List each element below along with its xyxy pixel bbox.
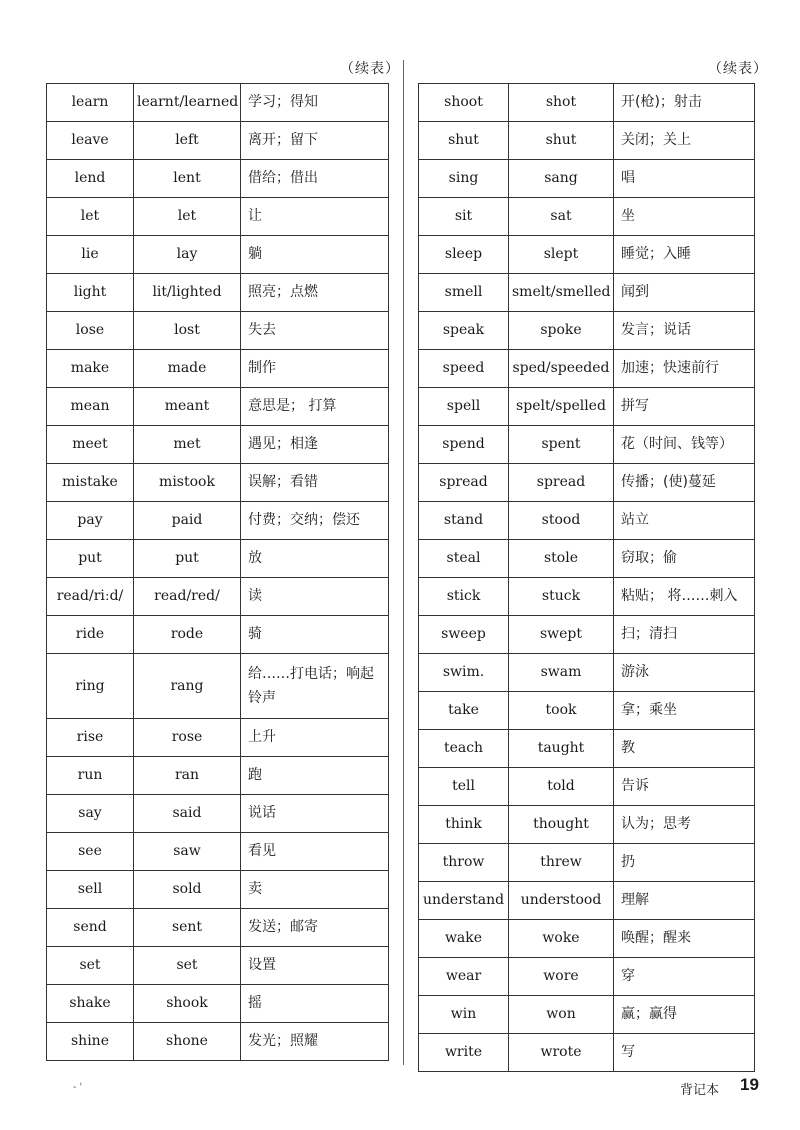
verb-base-cell: wear [419, 958, 509, 996]
verb-meaning-cell: 扫；清扫 [614, 616, 755, 654]
table-row [47, 274, 389, 312]
verb-past-cell: made [134, 350, 241, 388]
verb-base-cell: lose [47, 312, 134, 350]
verb-table-right [418, 83, 755, 1072]
verb-past-cell: learnt/learned [134, 84, 241, 122]
verb-base-cell: win [419, 996, 509, 1034]
table-row [419, 844, 755, 882]
verb-base-cell: mistake [47, 464, 134, 502]
verb-base-cell: make [47, 350, 134, 388]
verb-meaning-cell: 设置 [241, 947, 389, 985]
verb-meaning-cell: 付费；交纳；偿还 [241, 502, 389, 540]
verb-past-cell: wore [509, 958, 614, 996]
verb-base-cell: lend [47, 160, 134, 198]
verb-meaning-cell: 教 [614, 730, 755, 768]
verb-past-cell: taught [509, 730, 614, 768]
table-row [419, 122, 755, 160]
table-row [419, 654, 755, 692]
verb-meaning-cell: 游泳 [614, 654, 755, 692]
verb-past-cell: shut [509, 122, 614, 160]
verb-base-cell: spell [419, 388, 509, 426]
verb-past-cell: lay [134, 236, 241, 274]
table-row [47, 795, 389, 833]
table-row [47, 1023, 389, 1061]
page-number: 19 [740, 1075, 759, 1094]
verb-past-cell: left [134, 122, 241, 160]
verb-base-cell: rise [47, 719, 134, 757]
table-row [47, 198, 389, 236]
table-row [419, 882, 755, 920]
verb-base-cell: let [47, 198, 134, 236]
verb-past-cell: stood [509, 502, 614, 540]
verb-base-cell: sell [47, 871, 134, 909]
verb-meaning-cell: 唱 [614, 160, 755, 198]
table-row [419, 236, 755, 274]
table-row [419, 996, 755, 1034]
verb-meaning-cell: 窃取；偷 [614, 540, 755, 578]
verb-past-cell: spread [509, 464, 614, 502]
verb-past-cell: spelt/spelled [509, 388, 614, 426]
verb-meaning-cell: 放 [241, 540, 389, 578]
verb-meaning-cell: 给……打电话；响起铃声 [241, 654, 389, 719]
verb-base-cell: throw [419, 844, 509, 882]
verb-meaning-cell: 睡觉；入睡 [614, 236, 755, 274]
verb-meaning-cell: 站立 [614, 502, 755, 540]
verb-meaning-cell: 遇见；相逢 [241, 426, 389, 464]
verb-past-cell: swam [509, 654, 614, 692]
verb-base-cell: write [419, 1034, 509, 1072]
verb-past-cell: woke [509, 920, 614, 958]
table-row [47, 350, 389, 388]
column-divider [403, 60, 404, 1065]
verb-past-cell: saw [134, 833, 241, 871]
verb-base-cell: run [47, 757, 134, 795]
table-row [419, 426, 755, 464]
verb-base-cell: spend [419, 426, 509, 464]
table-row [47, 84, 389, 122]
verb-meaning-cell: 传播；(使)蔓延 [614, 464, 755, 502]
table-row [419, 958, 755, 996]
verb-meaning-cell: 借给；借出 [241, 160, 389, 198]
verb-meaning-cell: 说话 [241, 795, 389, 833]
table-row [47, 654, 389, 719]
verb-past-cell: sold [134, 871, 241, 909]
verb-past-cell: mistook [134, 464, 241, 502]
verb-past-cell: stole [509, 540, 614, 578]
verb-base-cell: sweep [419, 616, 509, 654]
table-row [419, 198, 755, 236]
verb-meaning-cell: 发送；邮寄 [241, 909, 389, 947]
verb-meaning-cell: 理解 [614, 882, 755, 920]
verb-past-cell: told [509, 768, 614, 806]
verb-base-cell: swim. [419, 654, 509, 692]
verb-meaning-cell: 失去 [241, 312, 389, 350]
verb-meaning-cell: 摇 [241, 985, 389, 1023]
verb-base-cell: pay [47, 502, 134, 540]
table-row [419, 692, 755, 730]
verb-meaning-cell: 上升 [241, 719, 389, 757]
verb-meaning-cell: 粘贴； 将……刺入 [614, 578, 755, 616]
verb-past-cell: rang [134, 654, 241, 719]
verb-past-cell: set [134, 947, 241, 985]
verb-base-cell: lie [47, 236, 134, 274]
verb-past-cell: sat [509, 198, 614, 236]
verb-meaning-cell: 照亮；点燃 [241, 274, 389, 312]
verb-past-cell: lit/lighted [134, 274, 241, 312]
verb-meaning-cell: 关闭；关上 [614, 122, 755, 160]
verb-base-cell: understand [419, 882, 509, 920]
verb-base-cell: teach [419, 730, 509, 768]
verb-meaning-cell: 扔 [614, 844, 755, 882]
verb-meaning-cell: 制作 [241, 350, 389, 388]
verb-past-cell: rode [134, 616, 241, 654]
verb-base-cell: learn [47, 84, 134, 122]
verb-base-cell: set [47, 947, 134, 985]
verb-meaning-cell: 加速；快速前行 [614, 350, 755, 388]
table-row [419, 502, 755, 540]
table-row [419, 806, 755, 844]
verb-past-cell: smelt/smelled [509, 274, 614, 312]
verb-base-cell: mean [47, 388, 134, 426]
verb-past-cell: put [134, 540, 241, 578]
verb-past-cell: threw [509, 844, 614, 882]
verb-past-cell: shook [134, 985, 241, 1023]
table-row [47, 464, 389, 502]
verb-meaning-cell: 卖 [241, 871, 389, 909]
verb-past-cell: met [134, 426, 241, 464]
verb-base-cell: meet [47, 426, 134, 464]
verb-base-cell: shake [47, 985, 134, 1023]
table-row [47, 909, 389, 947]
verb-base-cell: shoot [419, 84, 509, 122]
verb-base-cell: take [419, 692, 509, 730]
table-row [47, 160, 389, 198]
verb-meaning-cell: 开(枪)；射击 [614, 84, 755, 122]
verb-base-cell: speak [419, 312, 509, 350]
verb-meaning-cell: 误解；看错 [241, 464, 389, 502]
verb-meaning-cell: 看见 [241, 833, 389, 871]
verb-base-cell: spread [419, 464, 509, 502]
verb-meaning-cell: 离开；留下 [241, 122, 389, 160]
verb-past-cell: rose [134, 719, 241, 757]
verb-past-cell: meant [134, 388, 241, 426]
verb-base-cell: send [47, 909, 134, 947]
verb-meaning-cell: 躺 [241, 236, 389, 274]
verb-meaning-cell: 唤醒；醒来 [614, 920, 755, 958]
continued-label-right: （续表） [708, 61, 768, 77]
verb-base-cell: sit [419, 198, 509, 236]
verb-base-cell: stick [419, 578, 509, 616]
verb-meaning-cell: 穿 [614, 958, 755, 996]
verb-base-cell: speed [419, 350, 509, 388]
verb-meaning-cell: 花（时间、钱等） [614, 426, 755, 464]
table-row [419, 578, 755, 616]
verb-meaning-cell: 跑 [241, 757, 389, 795]
verb-past-cell: thought [509, 806, 614, 844]
table-row [47, 426, 389, 464]
verb-table-left [46, 83, 389, 1061]
verb-past-cell: spoke [509, 312, 614, 350]
verb-past-cell: let [134, 198, 241, 236]
verb-past-cell: sped/speeded [509, 350, 614, 388]
table-row [47, 757, 389, 795]
verb-past-cell: said [134, 795, 241, 833]
verb-base-cell: sleep [419, 236, 509, 274]
verb-past-cell: lent [134, 160, 241, 198]
verb-meaning-cell: 坐 [614, 198, 755, 236]
verb-meaning-cell: 闻到 [614, 274, 755, 312]
table-row [47, 236, 389, 274]
table-row [419, 920, 755, 958]
verb-past-cell: sang [509, 160, 614, 198]
verb-base-cell: put [47, 540, 134, 578]
verb-meaning-cell: 让 [241, 198, 389, 236]
verb-meaning-cell: 拼写 [614, 388, 755, 426]
verb-base-cell: think [419, 806, 509, 844]
table-row [47, 985, 389, 1023]
continued-label-left: （续表） [340, 61, 400, 77]
verb-past-cell: paid [134, 502, 241, 540]
verb-base-cell: leave [47, 122, 134, 160]
verb-past-cell: sent [134, 909, 241, 947]
table-row [47, 578, 389, 616]
verb-meaning-cell: 骑 [241, 616, 389, 654]
table-row [419, 730, 755, 768]
verb-past-cell: read/red/ [134, 578, 241, 616]
verb-meaning-cell: 赢；赢得 [614, 996, 755, 1034]
verb-meaning-cell: 读 [241, 578, 389, 616]
footer-mark: - ' [73, 1082, 83, 1093]
verb-base-cell: wake [419, 920, 509, 958]
verb-past-cell: shot [509, 84, 614, 122]
verb-base-cell: ride [47, 616, 134, 654]
verb-base-cell: read/riːd/ [47, 578, 134, 616]
verb-past-cell: won [509, 996, 614, 1034]
table-row [419, 274, 755, 312]
verb-base-cell: stand [419, 502, 509, 540]
verb-meaning-cell: 学习；得知 [241, 84, 389, 122]
table-row [419, 768, 755, 806]
verb-past-cell: ran [134, 757, 241, 795]
verb-meaning-cell: 意思是； 打算 [241, 388, 389, 426]
table-row [419, 350, 755, 388]
table-row [419, 84, 755, 122]
verb-past-cell: took [509, 692, 614, 730]
verb-meaning-cell: 告诉 [614, 768, 755, 806]
verb-base-cell: ring [47, 654, 134, 719]
footer-label: 背记本 [680, 1083, 720, 1098]
table-row [419, 1034, 755, 1072]
table-row [47, 833, 389, 871]
table-row [47, 871, 389, 909]
verb-meaning-cell: 写 [614, 1034, 755, 1072]
verb-base-cell: shine [47, 1023, 134, 1061]
table-row [47, 502, 389, 540]
table-row [419, 160, 755, 198]
verb-past-cell: stuck [509, 578, 614, 616]
verb-base-cell: say [47, 795, 134, 833]
verb-past-cell: lost [134, 312, 241, 350]
table-row [47, 312, 389, 350]
verb-base-cell: see [47, 833, 134, 871]
table-row [419, 464, 755, 502]
verb-meaning-cell: 认为；思考 [614, 806, 755, 844]
verb-past-cell: slept [509, 236, 614, 274]
verb-meaning-cell: 发光；照耀 [241, 1023, 389, 1061]
table-row [47, 540, 389, 578]
verb-past-cell: understood [509, 882, 614, 920]
verb-past-cell: spent [509, 426, 614, 464]
table-row [47, 616, 389, 654]
verb-base-cell: sing [419, 160, 509, 198]
table-row [419, 388, 755, 426]
verb-base-cell: tell [419, 768, 509, 806]
table-row [47, 122, 389, 160]
table-row [419, 312, 755, 350]
verb-base-cell: smell [419, 274, 509, 312]
verb-past-cell: swept [509, 616, 614, 654]
verb-base-cell: shut [419, 122, 509, 160]
verb-past-cell: wrote [509, 1034, 614, 1072]
table-row [419, 540, 755, 578]
verb-meaning-cell: 拿；乘坐 [614, 692, 755, 730]
table-row [47, 388, 389, 426]
verb-past-cell: shone [134, 1023, 241, 1061]
verb-meaning-cell: 发言；说话 [614, 312, 755, 350]
table-row [419, 616, 755, 654]
verb-base-cell: light [47, 274, 134, 312]
table-row [47, 947, 389, 985]
table-row [47, 719, 389, 757]
verb-base-cell: steal [419, 540, 509, 578]
